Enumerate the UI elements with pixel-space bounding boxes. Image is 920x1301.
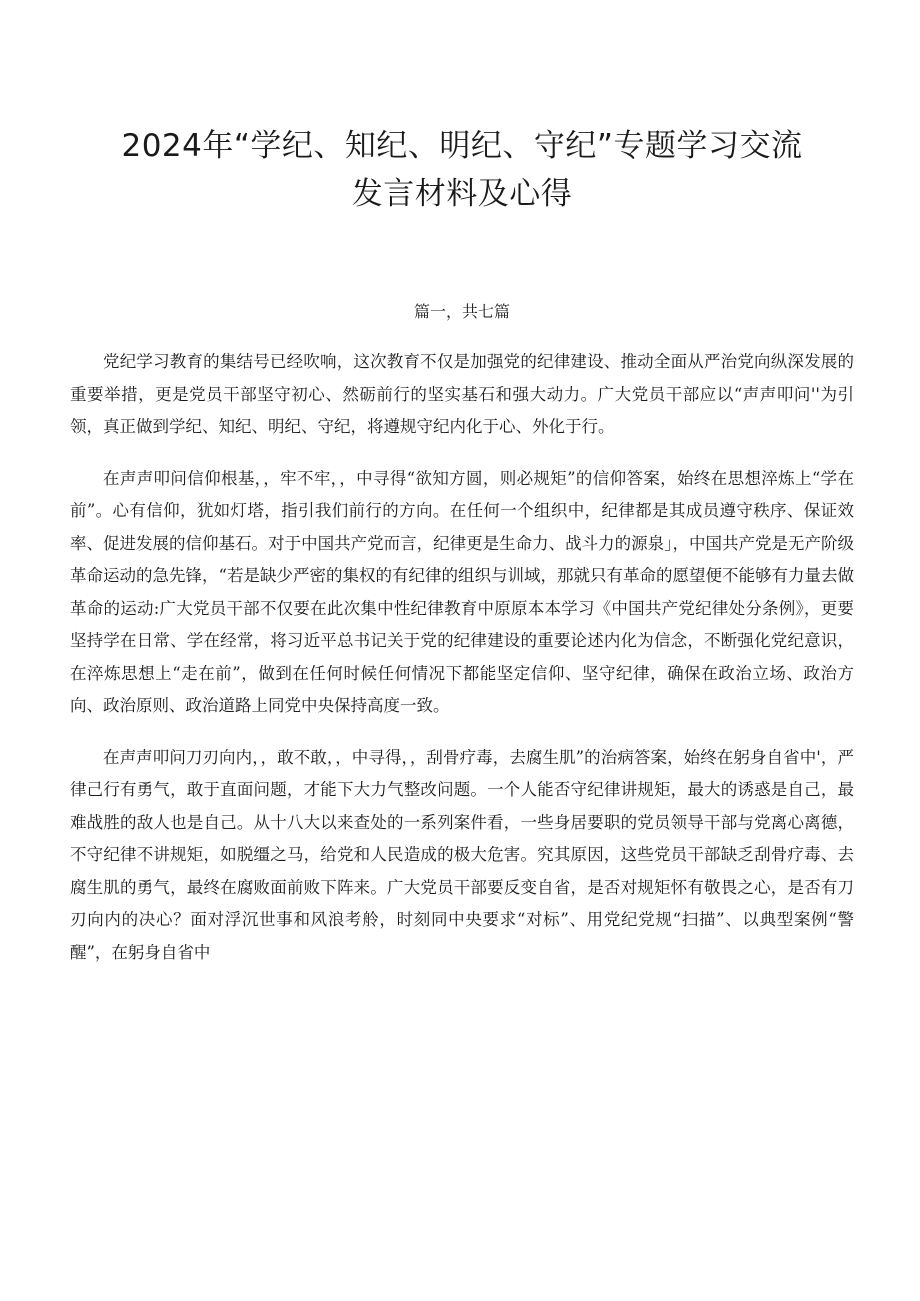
title-line-2: 发言材料及心得 bbox=[351, 176, 573, 212]
document-body bbox=[70, 346, 854, 969]
title-line-1: 2024年“学纪、知纪、明纪、守纪”专题学习交流 bbox=[121, 128, 803, 164]
paragraph-3: 在声声叩问刀刃向内，，敢不敢，，中寻得，，刮骨疗毒，去腐生肌”的治病答案，始终在躬身自省中'，严律己行有勇气，敢于直面问题，才能下大力气整改问题。一个人能否守纪律讲规矩，最大的诱惑是自己，最难战胜的敌人也是自己。从十八大以来查处的一系列案件看，一些身居要职的党员领导干部与党离心离德，不守纪律不讲规矩，如脱缰之马，给党和人民造成的极大危害。究其原因，这些党员干部缺乏刮骨疗毒、去腐生肌的勇气，最终在腐败面前败下阵来。广大党员干部要反变自省，是否对规矩怀有敬畏之心，是否有刀刃向内的决心？面对浮沉世事和风浪考舲，时刻同中央要求“对标”、用党纪党规“扫描”、以典型案例“警醒”，在躬身自省中 bbox=[70, 747, 854, 962]
paragraph-2: 在声声叩问信仰根基，，牢不牢，，中寻得“欲知方圆，则必规矩”的信仰答案，始终在思想淬炼上“学在前”。心有信仰，犹如灯塔，指引我们前行的方向。在任何一个组织中，纪律都是其成员遵守秩序、保证效率、促进发展的信仰基石。对于中国共产党而言，纪律更是生命力、战斗力的源泉」，中国共产党是无产阶级革命运动的急先锋，“若是缺少严密的集权的有纪律的组织与训域，那就只有革命的愿望便不能够有力量去做革命的运动:广大党员干部不仅要在此次集中性纪律教育中原原本本学习《中国共产党纪律处分条例》，更要坚持学在日常、学在经常，将习近平总书记关于党的纪律建设的重要论述内化为信念，不断强化党纪意识，在淬炼思想上“走在前”，做到在任何时候任何情况下都能坚定信仰、坚守纪律，确保在政治立场、政治方向、政治原则、政治道路上同党中央保持高度一致。 bbox=[70, 468, 854, 715]
section-subtitle: 篇一，共七篇 bbox=[413, 302, 510, 321]
paragraph-1: 党纪学习教育的集结号已经吹响，这次教育不仅是加强党的纪律建设、推动全面从严治党向纵深发展的重要举措，更是党员干部坚守初心、然砺前行的坚实基石和强大动力。广大党员干部应以“声声叩问''为引领，真正做到学纪、知纪、明纪、守纪，将遵规守纪内化于心、外化于行。 bbox=[70, 352, 854, 436]
document-title bbox=[70, 122, 854, 218]
